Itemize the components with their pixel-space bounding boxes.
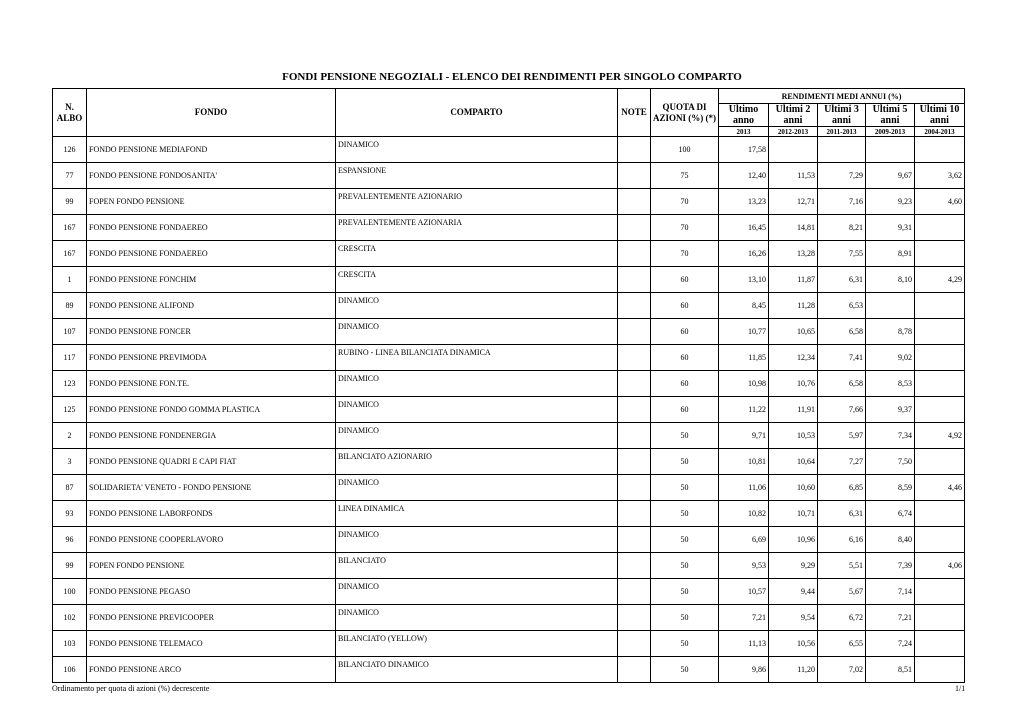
table-row — [53, 267, 965, 293]
cell-note — [618, 319, 651, 345]
cell-return-3y: 7,41 — [818, 345, 866, 371]
cell-note — [618, 605, 651, 631]
table-row — [53, 657, 965, 683]
cell-comparto: DINAMICO — [336, 423, 618, 449]
cell-return-1y: 10,77 — [719, 319, 769, 345]
cell-return-1y: 11,85 — [719, 345, 769, 371]
cell-fondo: FONDO PENSIONE FON.TE. — [87, 371, 336, 397]
cell-return-2y: 9,54 — [769, 605, 818, 631]
cell-return-2y: 11,91 — [769, 397, 818, 423]
cell-quota: 50 — [651, 475, 719, 501]
cell-comparto: ESPANSIONE — [336, 163, 618, 189]
cell-note — [618, 163, 651, 189]
cell-return-5y: 9,23 — [866, 189, 915, 215]
cell-note — [618, 371, 651, 397]
header-year-5: 2009-2013 — [866, 127, 915, 137]
cell-note — [618, 631, 651, 657]
cell-albo: 99 — [53, 553, 87, 579]
table-row — [53, 423, 965, 449]
cell-return-5y: 8,40 — [866, 527, 915, 553]
cell-return-1y: 17,58 — [719, 137, 769, 163]
cell-return-3y: 6,31 — [818, 501, 866, 527]
cell-return-2y: 12,34 — [769, 345, 818, 371]
cell-fondo: FOPEN FONDO PENSIONE — [87, 189, 336, 215]
cell-quota: 50 — [651, 449, 719, 475]
cell-note — [618, 657, 651, 683]
cell-return-5y: 7,24 — [866, 631, 915, 657]
cell-return-10y: 3,62 — [915, 163, 965, 189]
header-rendimenti: RENDIMENTI MEDI ANNUI (%) — [719, 89, 965, 104]
cell-comparto: PREVALENTEMENTE AZIONARIO — [336, 189, 618, 215]
cell-return-1y: 9,71 — [719, 423, 769, 449]
cell-return-3y: 5,97 — [818, 423, 866, 449]
cell-fondo: FONDO PENSIONE ARCO — [87, 657, 336, 683]
cell-return-3y: 5,67 — [818, 579, 866, 605]
cell-note — [618, 553, 651, 579]
cell-return-3y — [818, 137, 866, 163]
cell-fondo: FONDO PENSIONE FONDO GOMMA PLASTICA — [87, 397, 336, 423]
cell-fondo: FONDO PENSIONE MEDIAFOND — [87, 137, 336, 163]
cell-fondo: FONDO PENSIONE ALIFOND — [87, 293, 336, 319]
header-year-10: 2004-2013 — [915, 127, 965, 137]
cell-return-1y: 9,53 — [719, 553, 769, 579]
cell-return-3y: 6,31 — [818, 267, 866, 293]
cell-return-3y: 5,51 — [818, 553, 866, 579]
cell-return-2y: 10,64 — [769, 449, 818, 475]
cell-fondo: FONDO PENSIONE QUADRI E CAPI FIAT — [87, 449, 336, 475]
cell-return-1y: 10,81 — [719, 449, 769, 475]
cell-return-10y — [915, 631, 965, 657]
cell-fondo: FONDO PENSIONE PEGASO — [87, 579, 336, 605]
table-row — [53, 475, 965, 501]
cell-return-1y: 13,10 — [719, 267, 769, 293]
cell-quota: 50 — [651, 501, 719, 527]
table-row — [53, 553, 965, 579]
header-year-3: 2011-2013 — [818, 127, 866, 137]
cell-return-10y — [915, 657, 965, 683]
table-row — [53, 527, 965, 553]
cell-return-2y: 10,56 — [769, 631, 818, 657]
cell-return-10y — [915, 319, 965, 345]
cell-return-3y: 6,58 — [818, 371, 866, 397]
cell-return-5y: 7,39 — [866, 553, 915, 579]
cell-return-10y: 4,29 — [915, 267, 965, 293]
cell-return-10y — [915, 293, 965, 319]
cell-comparto: RUBINO - LINEA BILANCIATA DINAMICA — [336, 345, 618, 371]
cell-fondo: FONDO PENSIONE PREVICOOPER — [87, 605, 336, 631]
cell-quota: 50 — [651, 579, 719, 605]
cell-albo: 117 — [53, 345, 87, 371]
cell-note — [618, 241, 651, 267]
cell-return-10y — [915, 579, 965, 605]
cell-return-3y: 7,27 — [818, 449, 866, 475]
cell-comparto: CRESCITA — [336, 267, 618, 293]
cell-comparto: DINAMICO — [336, 293, 618, 319]
cell-note — [618, 501, 651, 527]
cell-fondo: FONDO PENSIONE FONCER — [87, 319, 336, 345]
cell-note — [618, 267, 651, 293]
cell-quota: 70 — [651, 241, 719, 267]
cell-return-10y — [915, 215, 965, 241]
cell-return-10y: 4,60 — [915, 189, 965, 215]
cell-return-5y: 7,50 — [866, 449, 915, 475]
cell-return-1y: 10,98 — [719, 371, 769, 397]
table-row — [53, 449, 965, 475]
cell-return-5y: 8,10 — [866, 267, 915, 293]
table-row — [53, 501, 965, 527]
cell-note — [618, 475, 651, 501]
table-row — [53, 293, 965, 319]
cell-return-10y: 4,46 — [915, 475, 965, 501]
cell-fondo: FONDO PENSIONE TELEMACO — [87, 631, 336, 657]
cell-return-10y — [915, 241, 965, 267]
cell-return-3y: 7,16 — [818, 189, 866, 215]
cell-albo: 103 — [53, 631, 87, 657]
header-period-3: Ultimi 3 anni — [818, 104, 866, 127]
cell-comparto: DINAMICO — [336, 527, 618, 553]
cell-fondo: FONDO PENSIONE FONCHIM — [87, 267, 336, 293]
cell-return-2y: 10,96 — [769, 527, 818, 553]
cell-note — [618, 579, 651, 605]
cell-quota: 60 — [651, 371, 719, 397]
cell-albo: 167 — [53, 215, 87, 241]
cell-return-3y: 6,16 — [818, 527, 866, 553]
cell-return-10y — [915, 137, 965, 163]
cell-albo: 125 — [53, 397, 87, 423]
cell-return-10y — [915, 605, 965, 631]
cell-comparto: DINAMICO — [336, 397, 618, 423]
cell-return-5y: 8,53 — [866, 371, 915, 397]
cell-return-10y — [915, 397, 965, 423]
table-row — [53, 215, 965, 241]
cell-albo: 77 — [53, 163, 87, 189]
cell-fondo: FONDO PENSIONE FONDAEREO — [87, 215, 336, 241]
cell-return-5y: 9,37 — [866, 397, 915, 423]
returns-table — [52, 88, 965, 683]
cell-note — [618, 189, 651, 215]
cell-quota: 75 — [651, 163, 719, 189]
cell-albo: 96 — [53, 527, 87, 553]
cell-quota: 50 — [651, 631, 719, 657]
cell-fondo: FONDO PENSIONE FONDOSANITA' — [87, 163, 336, 189]
cell-quota: 100 — [651, 137, 719, 163]
cell-return-1y: 12,40 — [719, 163, 769, 189]
cell-return-5y: 7,21 — [866, 605, 915, 631]
cell-comparto: DINAMICO — [336, 371, 618, 397]
cell-return-2y: 13,28 — [769, 241, 818, 267]
cell-quota: 60 — [651, 319, 719, 345]
cell-quota: 70 — [651, 189, 719, 215]
cell-return-1y: 16,26 — [719, 241, 769, 267]
cell-return-5y: 9,67 — [866, 163, 915, 189]
cell-return-5y — [866, 137, 915, 163]
cell-quota: 50 — [651, 527, 719, 553]
cell-return-2y: 10,76 — [769, 371, 818, 397]
cell-return-5y: 8,51 — [866, 657, 915, 683]
cell-return-5y: 8,91 — [866, 241, 915, 267]
cell-return-10y — [915, 371, 965, 397]
cell-return-1y: 16,45 — [719, 215, 769, 241]
cell-return-2y: 11,20 — [769, 657, 818, 683]
cell-fondo: FONDO PENSIONE COOPERLAVORO — [87, 527, 336, 553]
cell-note — [618, 423, 651, 449]
cell-return-10y — [915, 501, 965, 527]
cell-return-2y — [769, 137, 818, 163]
cell-return-2y: 10,60 — [769, 475, 818, 501]
cell-return-10y: 4,06 — [915, 553, 965, 579]
cell-return-2y: 11,53 — [769, 163, 818, 189]
footer-sort-note: Ordinamento per quota di azioni (%) decrescente — [52, 684, 210, 693]
header-period-5: Ultimi 5 anni — [866, 104, 915, 127]
cell-return-3y: 6,53 — [818, 293, 866, 319]
cell-return-3y: 7,29 — [818, 163, 866, 189]
table-row — [53, 345, 965, 371]
cell-comparto: PREVALENTEMENTE AZIONARIA — [336, 215, 618, 241]
table-row — [53, 579, 965, 605]
cell-comparto: BILANCIATO DINAMICO — [336, 657, 618, 683]
cell-return-2y: 10,53 — [769, 423, 818, 449]
cell-note — [618, 449, 651, 475]
header-n-albo: N. ALBO — [53, 89, 87, 137]
cell-return-10y — [915, 449, 965, 475]
cell-quota: 50 — [651, 605, 719, 631]
cell-return-1y: 10,82 — [719, 501, 769, 527]
cell-return-1y: 6,69 — [719, 527, 769, 553]
cell-comparto: LINEA DINAMICA — [336, 501, 618, 527]
cell-albo: 107 — [53, 319, 87, 345]
cell-comparto: CRESCITA — [336, 241, 618, 267]
cell-fondo: FOPEN FONDO PENSIONE — [87, 553, 336, 579]
cell-return-5y: 7,14 — [866, 579, 915, 605]
cell-return-5y: 9,02 — [866, 345, 915, 371]
cell-note — [618, 293, 651, 319]
cell-quota: 50 — [651, 657, 719, 683]
cell-return-5y: 7,34 — [866, 423, 915, 449]
table-row — [53, 163, 965, 189]
header-comparto: COMPARTO — [336, 89, 618, 137]
table-row — [53, 397, 965, 423]
cell-albo: 1 — [53, 267, 87, 293]
cell-return-3y: 6,55 — [818, 631, 866, 657]
cell-return-3y: 8,21 — [818, 215, 866, 241]
cell-quota: 60 — [651, 267, 719, 293]
header-note: NOTE — [618, 89, 651, 137]
cell-quota: 70 — [651, 215, 719, 241]
cell-return-1y: 11,06 — [719, 475, 769, 501]
cell-return-3y: 7,66 — [818, 397, 866, 423]
table-row — [53, 371, 965, 397]
cell-fondo: FONDO PENSIONE PREVIMODA — [87, 345, 336, 371]
cell-note — [618, 527, 651, 553]
footer-page-number: 1/1 — [955, 684, 966, 693]
cell-return-2y: 9,29 — [769, 553, 818, 579]
header-period-2: Ultimi 2 anni — [769, 104, 818, 127]
cell-comparto: DINAMICO — [336, 137, 618, 163]
cell-return-2y: 11,87 — [769, 267, 818, 293]
table-row — [53, 189, 965, 215]
cell-return-2y: 10,71 — [769, 501, 818, 527]
header-year-1: 2013 — [719, 127, 769, 137]
cell-albo: 167 — [53, 241, 87, 267]
cell-return-3y: 6,58 — [818, 319, 866, 345]
page-title: FONDI PENSIONE NEGOZIALI - ELENCO DEI RENDIMENTI PER SINGOLO COMPARTO — [282, 71, 742, 83]
cell-return-5y: 8,59 — [866, 475, 915, 501]
cell-comparto: BILANCIATO — [336, 553, 618, 579]
cell-fondo: FONDO PENSIONE LABORFONDS — [87, 501, 336, 527]
cell-return-10y — [915, 345, 965, 371]
cell-comparto: DINAMICO — [336, 605, 618, 631]
table-row — [53, 605, 965, 631]
cell-fondo: SOLIDARIETA' VENETO - FONDO PENSIONE — [87, 475, 336, 501]
cell-return-1y: 13,23 — [719, 189, 769, 215]
cell-quota: 50 — [651, 423, 719, 449]
header-quota: QUOTA DI AZIONI (%) (*) — [651, 89, 719, 137]
cell-albo: 100 — [53, 579, 87, 605]
cell-note — [618, 345, 651, 371]
cell-albo: 93 — [53, 501, 87, 527]
cell-return-1y: 8,45 — [719, 293, 769, 319]
cell-quota: 50 — [651, 553, 719, 579]
cell-albo: 87 — [53, 475, 87, 501]
header-period-1: Ultimo anno — [719, 104, 769, 127]
cell-return-3y: 7,02 — [818, 657, 866, 683]
cell-return-5y: 6,74 — [866, 501, 915, 527]
cell-return-3y: 6,85 — [818, 475, 866, 501]
cell-return-10y — [915, 527, 965, 553]
cell-return-2y: 9,44 — [769, 579, 818, 605]
cell-quota: 60 — [651, 397, 719, 423]
table-body — [53, 137, 965, 683]
cell-return-5y: 9,31 — [866, 215, 915, 241]
header-fondo: FONDO — [87, 89, 336, 137]
table-row — [53, 319, 965, 345]
cell-albo: 106 — [53, 657, 87, 683]
cell-return-1y: 9,86 — [719, 657, 769, 683]
cell-return-3y: 7,55 — [818, 241, 866, 267]
cell-return-2y: 14,81 — [769, 215, 818, 241]
cell-return-1y: 11,22 — [719, 397, 769, 423]
cell-albo: 3 — [53, 449, 87, 475]
cell-fondo: FONDO PENSIONE FONDAEREO — [87, 241, 336, 267]
cell-return-5y — [866, 293, 915, 319]
cell-albo: 126 — [53, 137, 87, 163]
cell-note — [618, 137, 651, 163]
cell-quota: 60 — [651, 293, 719, 319]
header-year-2: 2012-2013 — [769, 127, 818, 137]
cell-note — [618, 215, 651, 241]
cell-return-1y: 7,21 — [719, 605, 769, 631]
cell-return-3y: 6,72 — [818, 605, 866, 631]
header-period-10: Ultimi 10 anni — [915, 104, 965, 127]
cell-albo: 89 — [53, 293, 87, 319]
cell-quota: 60 — [651, 345, 719, 371]
cell-return-2y: 11,28 — [769, 293, 818, 319]
cell-albo: 102 — [53, 605, 87, 631]
cell-return-2y: 12,71 — [769, 189, 818, 215]
cell-fondo: FONDO PENSIONE FONDENERGIA — [87, 423, 336, 449]
cell-return-1y: 11,13 — [719, 631, 769, 657]
cell-note — [618, 397, 651, 423]
cell-comparto: DINAMICO — [336, 475, 618, 501]
table-row — [53, 241, 965, 267]
table-row — [53, 137, 965, 163]
cell-return-2y: 10,65 — [769, 319, 818, 345]
cell-comparto: DINAMICO — [336, 319, 618, 345]
cell-albo: 99 — [53, 189, 87, 215]
cell-return-5y: 8,78 — [866, 319, 915, 345]
cell-albo: 123 — [53, 371, 87, 397]
cell-comparto: BILANCIATO AZIONARIO — [336, 449, 618, 475]
cell-comparto: DINAMICO — [336, 579, 618, 605]
cell-return-1y: 10,57 — [719, 579, 769, 605]
cell-return-10y: 4,92 — [915, 423, 965, 449]
cell-albo: 2 — [53, 423, 87, 449]
cell-comparto: BILANCIATO (YELLOW) — [336, 631, 618, 657]
table-row — [53, 631, 965, 657]
